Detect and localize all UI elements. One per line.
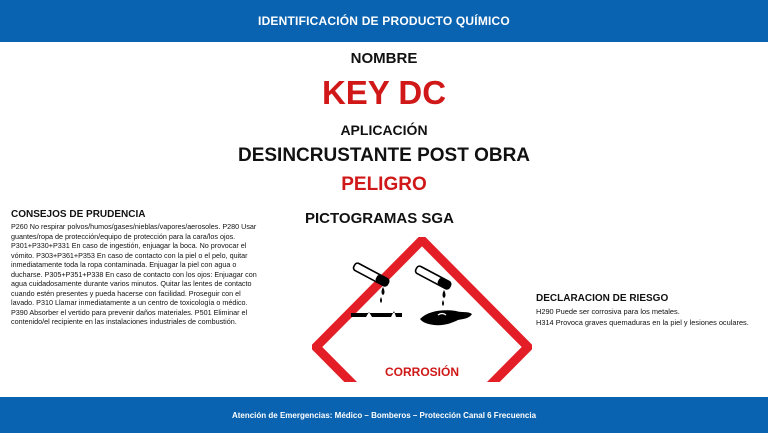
aplicacion-label: APLICACIÓN — [340, 122, 428, 138]
aplicacion-value: DESINCRUSTANTE POST OBRA — [237, 145, 531, 166]
corrosion-icon — [312, 237, 532, 382]
header-title: IDENTIFICACIÓN DE PRODUCTO QUÍMICO — [258, 14, 510, 28]
header-bar — [0, 0, 768, 42]
hazard-statement-h314: H314 Provoca graves quemaduras en la piel y lesiones oculares. — [536, 318, 749, 327]
consejos-section — [11, 209, 263, 327]
hazard-statement-h290: H290 Puede ser corrosiva para los metales. — [536, 307, 680, 316]
consejos-title: CONSEJOS DE PRUDENCIA — [11, 209, 146, 220]
declaracion-text — [536, 306, 758, 328]
product-name: KEY DC — [321, 74, 447, 111]
consejos-text: P260 No respirar polvos/humos/gases/nieblas/vapores/aerosoles. P280 Usar guantes/ropa de protección/equipo de protección para la cara/los ojos. P301+P330+P331 En caso de ingestión, enjuagar la boca. No provocar el vómito. P303+P361+P353 En caso de contacto con la piel o el pelo, quitar inmediatamente toda la ropa contaminada. Enjuagar la piel con agua o ducharse. P305+P351+P338 En caso de contacto con los ojos: Enjuagar con agua cuidadosamente durante varios minutos. Quitar las lentes de contacto cuando estén presentes y pueda hacerse con facilidad. Proseguir con el lavado. P310 Llamar inmediatamente a un centro de toxicología o médico. P390 Absorber el vertido para prevenir daños materiales. P501 Eliminar el contenido/el recipiente en las instalaciones industriales de combustión. — [11, 222, 257, 327]
corrosion-label: CORROSIÓN — [384, 365, 460, 379]
declaracion-title: DECLARACION DE RIESGO — [536, 293, 669, 304]
footer-text: Atención de Emergencias: Médico – Bomberos – Protección Canal 6 Frecuencia — [231, 410, 537, 420]
nombre-label: NOMBRE — [350, 50, 418, 67]
pictogramas-title: PICTOGRAMAS SGA — [305, 210, 454, 227]
corrosion-pictogram — [312, 237, 532, 382]
footer-bar — [0, 397, 768, 433]
declaracion-section — [536, 293, 758, 328]
signal-word: PELIGRO — [341, 174, 427, 195]
